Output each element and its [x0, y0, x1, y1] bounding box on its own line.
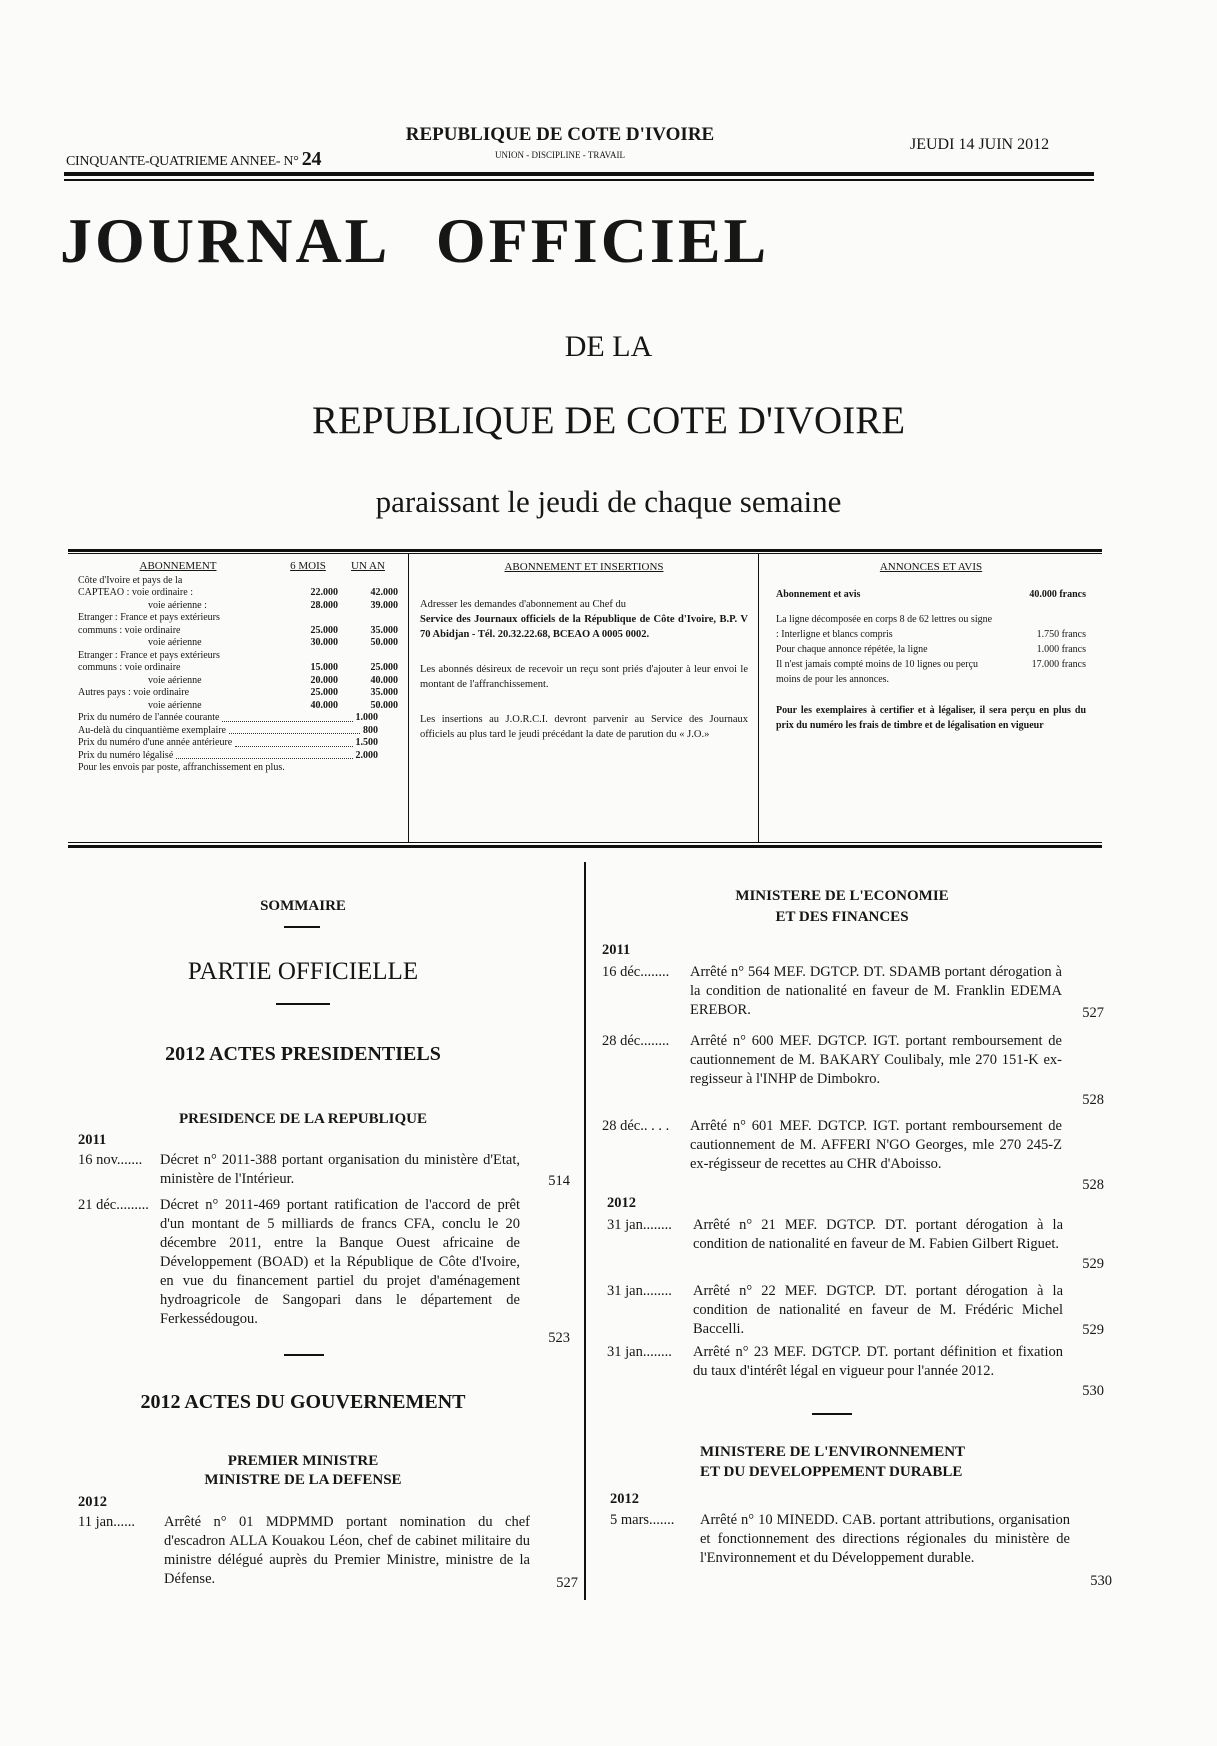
price-value: 1.500 — [355, 737, 378, 748]
box-rule-top — [68, 549, 1102, 552]
abonnement-table — [78, 560, 398, 775]
abonnement-row — [78, 587, 398, 600]
annonces-r1-value: 40.000 francs — [1029, 589, 1086, 600]
dot-leader — [176, 750, 352, 760]
price-row — [78, 725, 378, 738]
insertions-heading: ABONNEMENT ET INSERTIONS — [504, 561, 664, 573]
entry-date: 11 jan...... — [78, 1514, 136, 1530]
abonnement-row — [78, 687, 398, 700]
entry-date: 28 déc........ — [602, 1033, 670, 1049]
header-rule-thin — [64, 179, 1094, 181]
entry-text: Arrêté n° 01 MDPMMD portant nomination du chef d'escadron ALLA Kouakou Léon, chef de cabinet militaire du ministre délégué auprès du Premier Ministre, ministre de la Défense. — [164, 1514, 530, 1587]
abonnement-row-unan: 42.000 — [370, 587, 398, 598]
sommaire-entry — [602, 963, 1104, 1023]
abonnement-footer: Pour les envois par poste, affranchissement en plus. — [78, 762, 285, 773]
header-rule-thick — [64, 172, 1094, 176]
dot-leader — [222, 712, 352, 722]
sommaire-entry — [607, 1282, 1104, 1340]
box-rule-top-thin — [68, 553, 1102, 554]
abonnement-row-6mois: 28.000 — [310, 599, 338, 611]
actes-gouvernement-title: 2012 ACTES DU GOUVERNEMENT — [140, 1391, 466, 1413]
env-year: 2012 — [610, 1491, 639, 1507]
annonces-footer: Pour les exemplaires à certifier et à légaliser, il sera perçu en plus du prix du numéro les frais de timbre et de légalisation en vigueur — [776, 705, 1086, 731]
annonces-block — [776, 560, 1086, 733]
insertions-block — [420, 560, 748, 742]
price-value: 2.000 — [355, 749, 378, 761]
edition-number: 24 — [301, 148, 322, 170]
abonnement-row — [78, 662, 398, 675]
entry-date: 31 jan........ — [607, 1344, 672, 1360]
premier-ministre-title: PREMIER MINISTRE — [227, 1453, 379, 1469]
pres-year: 2011 — [78, 1132, 107, 1148]
price-value: 1.000 — [355, 712, 378, 723]
annonces-r2-label: La ligne décomposée en corps 8 de 62 lettres ou signe : Interligne et blancs compris — [776, 614, 993, 640]
republic-header: REPUBLIQUE DE COTE D'IVOIRE — [405, 124, 715, 145]
abonnement-row — [78, 625, 398, 638]
box-rule-bottom-thin — [68, 842, 1102, 843]
price-label: Prix du numéro légalisé — [78, 749, 174, 761]
abonnement-row-unan: 35.000 — [370, 624, 398, 636]
partie-rule — [276, 1003, 330, 1005]
insertions-p1-address: Service des Journaux officiels de la République de Côte d'Ivoire, B.P. V 70 Abidjan - Tél. 20.32.22.68, BCEAO A 0005 0002. — [420, 614, 748, 640]
gouv-year: 2012 — [78, 1494, 107, 1510]
entry-text: Arrêté n° 564 MEF. DGTCP. DT. SDAMB portant dérogation à la condition de nationalité en faveur de M. Franklin EDEMA EREBOR. — [690, 964, 1062, 1018]
edition-line — [66, 148, 321, 171]
entry-text: Arrêté n° 600 MEF. DGTCP. IGT. portant remboursement de cautionnement de M. BAKARY Coulibaly, mle 270 151-K ex-regisseur à l'INHP de Dimbokro. — [690, 1033, 1062, 1087]
presidence-title: PRESIDENCE DE LA REPUBLIQUE — [179, 1111, 427, 1127]
sommaire-rule — [284, 926, 320, 928]
masthead-republic: REPUBLIQUE DE COTE D'IVOIRE — [311, 399, 906, 442]
abonnement-row — [78, 612, 398, 625]
entry-page: 528 — [1082, 1177, 1104, 1193]
annonces-heading: ANNONCES ET AVIS — [879, 561, 983, 573]
edition-label: CINQUANTE-QUATRIEME ANNEE- N° — [66, 154, 299, 169]
abonnement-row-6mois: 22.000 — [310, 587, 338, 598]
insertions-p1-lead: Adresser les demandes d'abonnement au Chef du — [420, 599, 626, 610]
entry-date: 16 nov....... — [78, 1152, 143, 1168]
sommaire-title: SOMMAIRE — [260, 898, 346, 914]
pres-end-rule — [284, 1354, 324, 1356]
entry-date: 5 mars....... — [610, 1512, 675, 1528]
sommaire-entry — [602, 1117, 1104, 1195]
sommaire-entry — [610, 1511, 1112, 1591]
price-label: Prix du numéro d'une année antérieure — [78, 737, 233, 748]
abonnement-row-label: voie aérienne : — [148, 599, 207, 611]
entry-text: Décret n° 2011-469 portant ratification de l'accord de prêt d'un montant de 5 milliards de francs CFA, conclu le 20 décembre 2011, entre la Banque Ouest africaine de Développement (BOAD) et la République de Côte d'Ivoire, en vue du financement partiel du projet d'aménagement hydroagricole de Sangopari dans le département de Ferkessédougou. — [160, 1197, 520, 1327]
abonnement-row — [78, 650, 398, 663]
sommaire-entry — [78, 1151, 570, 1191]
abonnement-row-label: voie aérienne — [148, 637, 202, 648]
annonces-r4-value: 17.000 francs — [1031, 659, 1086, 670]
abonnement-row-6mois: 25.000 — [310, 687, 338, 698]
abonnement-row-label: voie aérienne — [148, 674, 202, 686]
entry-text: Arrêté n° 601 MEF. DGTCP. IGT. portant remboursement de cautionnement de M. AFFERI N'GO Georges, mle 270 245-Z ex-régisseur de recettes au CHR d'Aboisso. — [690, 1118, 1062, 1172]
entry-date: 16 déc........ — [602, 964, 670, 980]
annonces-r1-label: Abonnement et avis — [776, 589, 861, 600]
actes-presidentiels-title: 2012 ACTES PRESIDENTIELS — [165, 1043, 441, 1065]
column-divider — [584, 862, 586, 1600]
sommaire-entry — [607, 1343, 1104, 1401]
abonnement-row — [78, 675, 398, 688]
insertions-p2: Les abonnés désireux de recevoir un reçu sont priés d'ajouter à leur envoi le montant de l'affranchissement. — [420, 664, 748, 690]
entry-date: 31 jan........ — [607, 1217, 672, 1233]
abonnement-row-label: CAPTEAO : voie ordinaire : — [78, 587, 193, 598]
entry-text: Arrêté n° 10 MINEDD. CAB. portant attributions, organisation et fonctionnement des directions régionales du ministère de l'Environnement et du Développement durable. — [700, 1512, 1070, 1566]
abonnement-row-6mois: 25.000 — [310, 624, 338, 636]
abonnement-row-label: Autres pays : voie ordinaire — [78, 687, 190, 698]
annonces-r3-label: Pour chaque annonce répétée, la ligne — [776, 644, 928, 655]
eco-year-2012: 2012 — [607, 1195, 636, 1211]
dot-leader — [235, 737, 352, 747]
price-label: Au-delà du cinquantième exemplaire — [78, 724, 226, 736]
price-value: 800 — [363, 724, 378, 736]
col-un-an: UN AN — [351, 560, 385, 572]
abonnement-heading: ABONNEMENT — [139, 560, 217, 572]
entry-page: 529 — [1082, 1322, 1104, 1338]
insertions-p3: Les insertions au J.O.R.C.I. devront parvenir au Service des Journaux officiels au plus tard le jeudi précédant la date de parution du « J.O.» — [420, 714, 748, 740]
abonnement-row-label: Etranger : France et pays extérieurs — [78, 612, 220, 623]
entry-page: 530 — [1082, 1383, 1104, 1399]
abonnement-row-6mois — [278, 650, 338, 663]
box-rule-bottom — [68, 845, 1102, 848]
national-motto: UNION - DISCIPLINE - TRAVAIL — [495, 150, 625, 160]
entry-date: 28 déc.. . . . — [602, 1118, 670, 1134]
entry-page: 528 — [1082, 1092, 1104, 1108]
abonnement-row-6mois — [278, 612, 338, 625]
dot-leader — [229, 725, 360, 735]
annonces-r4-label: Il n'est jamais compté moins de 10 lignes ou perçu moins de pour les annonces. — [776, 659, 979, 685]
entry-text: Décret n° 2011-388 portant organisation du ministère d'Etat, ministère de l'Intérieur. — [160, 1152, 520, 1187]
abonnement-row-label: communs : voie ordinaire — [78, 662, 181, 673]
price-label: Prix du numéro de l'année courante — [78, 712, 220, 723]
masthead-title: JOURNAL OFFICIEL — [60, 205, 770, 276]
environnement-title-2: ET DU DEVELOPPEMENT DURABLE — [700, 1464, 963, 1480]
sommaire-entry — [78, 1513, 578, 1593]
abonnement-row-unan: 50.000 — [370, 637, 398, 648]
abonnement-row-unan — [338, 612, 398, 625]
abonnement-row-6mois: 30.000 — [310, 637, 338, 648]
entry-page: 527 — [1082, 1005, 1104, 1021]
entry-text: Arrêté n° 22 MEF. DGTCP. DT. portant dérogation à la condition de nationalité en faveur de M. Frédéric Michel Baccelli. — [693, 1283, 1063, 1337]
annonces-r2-value: 1.750 francs — [1036, 629, 1086, 640]
abonnement-row-unan: 25.000 — [370, 662, 398, 673]
entry-text: Arrêté n° 21 MEF. DGTCP. DT. portant dérogation à la condition de nationalité en faveur de M. Fabien Gilbert Riguet. — [693, 1217, 1063, 1252]
eco-year-2011: 2011 — [602, 942, 631, 958]
eco-end-rule — [812, 1413, 852, 1415]
abonnement-row-6mois: 15.000 — [310, 662, 338, 673]
abonnement-row-label: voie aérienne — [148, 699, 202, 711]
abonnement-row — [78, 700, 398, 713]
entry-page: 514 — [548, 1173, 570, 1189]
environnement-title-1: MINISTERE DE L'ENVIRONNEMENT — [700, 1444, 966, 1460]
abonnement-row-unan: 35.000 — [370, 687, 398, 698]
entry-date: 21 déc......... — [78, 1197, 149, 1213]
abonnement-row — [78, 637, 398, 650]
abonnement-row-unan: 39.000 — [370, 599, 398, 611]
abonnement-row-label: communs : voie ordinaire — [78, 624, 181, 636]
col-6-mois: 6 MOIS — [290, 560, 326, 572]
issue-date: JEUDI 14 JUIN 2012 — [910, 136, 1050, 153]
annonces-r3-value: 1.000 francs — [1036, 644, 1086, 655]
ministre-defense-title: MINISTRE DE LA DEFENSE — [204, 1472, 402, 1488]
price-row — [78, 750, 378, 763]
price-row — [78, 737, 378, 750]
abonnement-row-label: Etranger : France et pays extérieurs — [78, 649, 220, 661]
box-divider-1 — [408, 553, 409, 842]
abonnement-row-6mois: 40.000 — [310, 699, 338, 711]
publication-frequency: paraissant le jeudi de chaque semaine — [375, 484, 842, 519]
abonnement-row — [78, 600, 398, 613]
entry-date: 31 jan........ — [607, 1283, 672, 1299]
entry-text: Arrêté n° 23 MEF. DGTCP. DT. portant définition et fixation du taux d'intérêt légal en vigueur pour l'année 2012. — [693, 1344, 1063, 1379]
abonnement-row-unan: 50.000 — [370, 699, 398, 711]
entry-page: 529 — [1082, 1256, 1104, 1272]
box-divider-2 — [758, 553, 759, 842]
price-row — [78, 712, 378, 725]
abonnement-row-unan: 40.000 — [370, 674, 398, 686]
abonnement-intro: Côte d'Ivoire et pays de la — [78, 574, 183, 586]
partie-officielle-title: PARTIE OFFICIELLE — [187, 958, 419, 985]
abonnement-row-6mois: 20.000 — [310, 674, 338, 686]
entry-page: 527 — [556, 1575, 578, 1591]
sommaire-entry — [78, 1196, 570, 1348]
masthead-de-la: DE LA — [564, 330, 653, 363]
entry-page: 523 — [548, 1330, 570, 1346]
sommaire-entry — [602, 1032, 1104, 1110]
economie-title-2: ET DES FINANCES — [775, 909, 909, 925]
sommaire-entry — [607, 1216, 1104, 1274]
entry-page: 530 — [1090, 1573, 1112, 1589]
abonnement-row-unan — [338, 650, 398, 663]
economie-title-1: MINISTERE DE L'ECONOMIE — [735, 888, 949, 904]
